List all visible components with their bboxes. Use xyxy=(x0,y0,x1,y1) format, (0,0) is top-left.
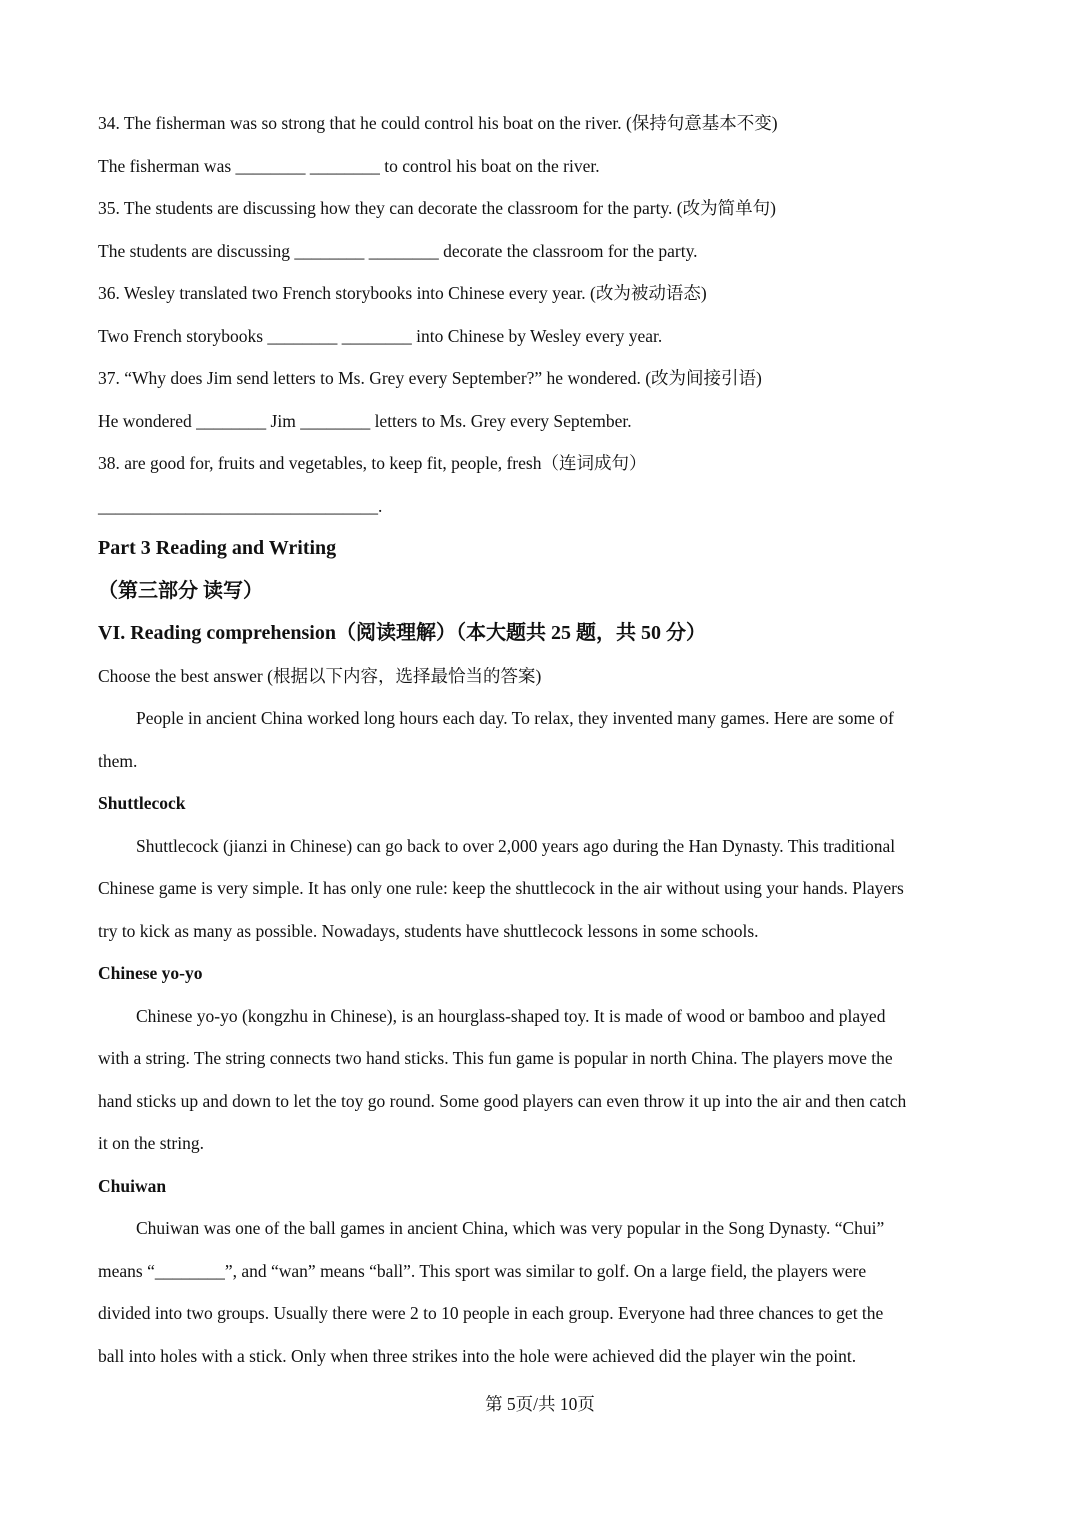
page-number: 第 5页/共 10页 xyxy=(485,1394,595,1414)
yoyo-line-4: it on the string. xyxy=(98,1133,204,1153)
passage-intro-line-2: them. xyxy=(98,750,138,771)
yoyo-line-3: hand sticks up and down to let the toy go round. Some good players can even throw it up into the air and then catch xyxy=(98,1090,907,1111)
section6-instruction: Choose the best answer (根据以下内容，选择最恰当的答案) xyxy=(98,665,542,686)
chuiwan-line-3: divided into two groups. Usually there were 2 to 10 people in each group. Everyone had three chances to get the xyxy=(98,1303,884,1323)
shuttlecock-line-1: Shuttlecock (jianzi in Chinese) can go back to over 2,000 years ago during the Han Dynasty. This traditional xyxy=(136,835,896,856)
question-37-answer: He wondered ________ Jim ________ letters to Ms. Grey every September. xyxy=(98,410,632,431)
chuiwan-line-4: ball into holes with a stick. Only when three strikes into the hole were achieved did the player win the point. xyxy=(98,1345,857,1366)
question-35-answer: The students are discussing ________ ________ decorate the classroom for the party. xyxy=(98,240,698,261)
part3-subtitle: （第三部分 读写） xyxy=(98,579,263,602)
question-35: 35. The students are discussing how they can decorate the classroom for the party. (改为简单句) xyxy=(98,198,776,218)
part3-title: Part 3 Reading and Writing xyxy=(98,537,337,559)
question-36: 36. Wesley translated two French storybooks into Chinese every year. (改为被动语态) xyxy=(98,283,707,303)
yoyo-line-1: Chinese yo-yo (kongzhu in Chinese), is an hourglass-shaped toy. It is made of wood or bamboo and played xyxy=(136,1005,886,1026)
document-page xyxy=(98,102,988,1377)
chuiwan-heading: Chuiwan xyxy=(98,1175,167,1196)
yoyo-line-2: with a string. The string connects two hand sticks. This fun game is popular in north China. The players move the xyxy=(98,1048,893,1068)
yoyo-heading: Chinese yo-yo xyxy=(98,963,203,983)
question-38: 38. are good for, fruits and vegetables, to keep fit, people, fresh（连词成句） xyxy=(98,453,647,473)
passage-intro-line-1: People in ancient China worked long hours each day. To relax, they invented many games. Here are some of xyxy=(136,708,894,728)
shuttlecock-line-2: Chinese game is very simple. It has only one rule: keep the shuttlecock in the air without using your hands. Players xyxy=(98,878,904,898)
shuttlecock-heading: Shuttlecock xyxy=(98,793,186,813)
section6-title: VI. Reading comprehension（阅读理解）（本大题共 25 题，共 50 分） xyxy=(98,622,706,644)
question-37: 37. “Why does Jim send letters to Ms. Grey every September?” he wondered. (改为间接引语) xyxy=(98,368,762,388)
question-38-answer: ________________________________. xyxy=(98,495,383,516)
question-34: 34. The fisherman was so strong that he could control his boat on the river. (保持句意基本不变) xyxy=(98,113,778,133)
chuiwan-line-1: Chuiwan was one of the ball games in ancient China, which was very popular in the Song Dynasty. “Chui” xyxy=(136,1218,885,1238)
question-34-answer: The fisherman was ________ ________ to control his boat on the river. xyxy=(98,155,600,176)
question-36-answer: Two French storybooks ________ ________ into Chinese by Wesley every year. xyxy=(98,325,663,346)
chuiwan-line-2: means “________”, and “wan” means “ball”. This sport was similar to golf. On a large field, the players were xyxy=(98,1260,867,1281)
shuttlecock-line-3: try to kick as many as possible. Nowadays, students have shuttlecock lessons in some schools. xyxy=(98,920,759,941)
